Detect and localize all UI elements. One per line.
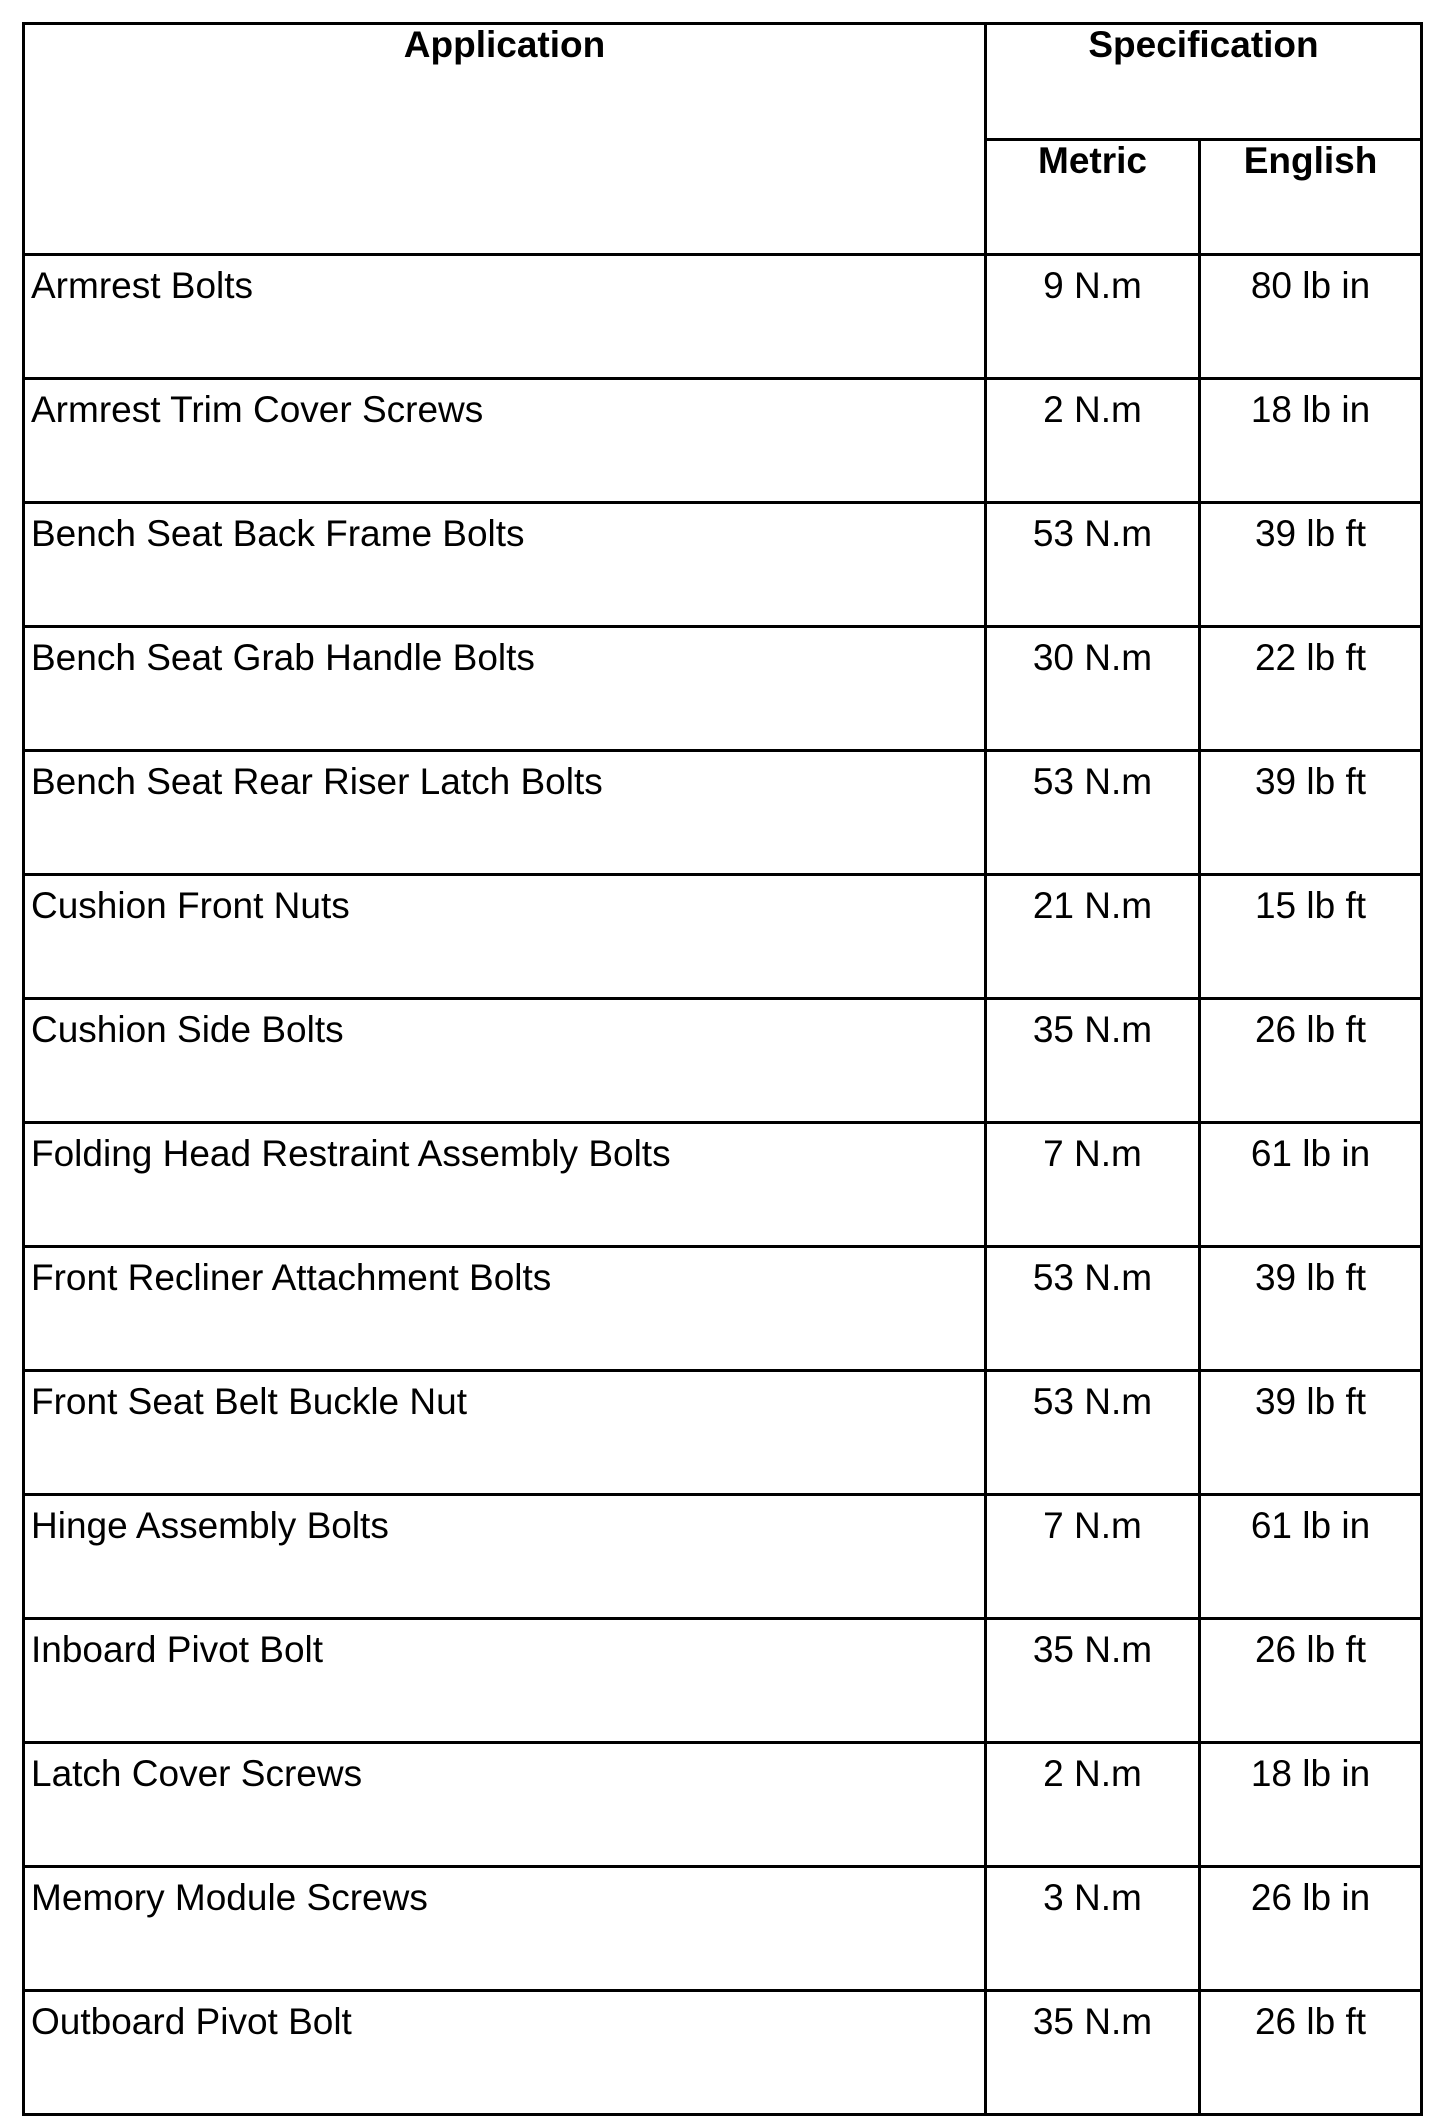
metric-cell: 7 N.m <box>986 1495 1200 1619</box>
english-cell: 39 lb ft <box>1200 1247 1422 1371</box>
metric-cell: 53 N.m <box>986 1371 1200 1495</box>
application-cell: Folding Head Restraint Assembly Bolts <box>24 1123 986 1247</box>
metric-cell: 30 N.m <box>986 627 1200 751</box>
application-cell: Memory Module Screws <box>24 1867 986 1991</box>
application-cell: Front Seat Belt Buckle Nut <box>24 1371 986 1495</box>
table-row <box>24 255 1422 379</box>
english-cell: 39 lb ft <box>1200 1371 1422 1495</box>
metric-cell: 35 N.m <box>986 1991 1200 2115</box>
english-cell: 22 lb ft <box>1200 627 1422 751</box>
english-cell: 39 lb ft <box>1200 503 1422 627</box>
application-cell: Armrest Bolts <box>24 255 986 379</box>
english-cell: 39 lb ft <box>1200 751 1422 875</box>
table-row <box>24 627 1422 751</box>
table-row <box>24 999 1422 1123</box>
table-row <box>24 1247 1422 1371</box>
table-row <box>24 1991 1422 2115</box>
table-row <box>24 1867 1422 1991</box>
metric-cell: 53 N.m <box>986 503 1200 627</box>
english-cell: 15 lb ft <box>1200 875 1422 999</box>
application-cell: Bench Seat Grab Handle Bolts <box>24 627 986 751</box>
metric-cell: 35 N.m <box>986 999 1200 1123</box>
table-row <box>24 1619 1422 1743</box>
english-cell: 61 lb in <box>1200 1123 1422 1247</box>
table-row <box>24 379 1422 503</box>
table-row <box>24 1371 1422 1495</box>
application-cell: Front Recliner Attachment Bolts <box>24 1247 986 1371</box>
table-row <box>24 1743 1422 1867</box>
english-cell: 80 lb in <box>1200 255 1422 379</box>
fastener-torque-table <box>22 22 1423 2116</box>
english-cell: 26 lb ft <box>1200 1619 1422 1743</box>
english-cell: 18 lb in <box>1200 1743 1422 1867</box>
application-cell: Inboard Pivot Bolt <box>24 1619 986 1743</box>
metric-cell: 2 N.m <box>986 1743 1200 1867</box>
table-row <box>24 875 1422 999</box>
specification-header: Specification <box>986 24 1422 140</box>
application-cell: Bench Seat Rear Riser Latch Bolts <box>24 751 986 875</box>
metric-cell: 2 N.m <box>986 379 1200 503</box>
metric-cell: 21 N.m <box>986 875 1200 999</box>
english-header: English <box>1200 140 1422 255</box>
application-cell: Cushion Front Nuts <box>24 875 986 999</box>
table-row <box>24 1495 1422 1619</box>
english-cell: 26 lb ft <box>1200 1991 1422 2115</box>
english-cell: 18 lb in <box>1200 379 1422 503</box>
metric-cell: 9 N.m <box>986 255 1200 379</box>
application-cell: Bench Seat Back Frame Bolts <box>24 503 986 627</box>
table-row <box>24 751 1422 875</box>
english-cell: 61 lb in <box>1200 1495 1422 1619</box>
application-cell: Hinge Assembly Bolts <box>24 1495 986 1619</box>
metric-cell: 53 N.m <box>986 751 1200 875</box>
metric-cell: 3 N.m <box>986 1867 1200 1991</box>
metric-cell: 53 N.m <box>986 1247 1200 1371</box>
table-row <box>24 1123 1422 1247</box>
application-cell: Latch Cover Screws <box>24 1743 986 1867</box>
table-row <box>24 503 1422 627</box>
english-cell: 26 lb in <box>1200 1867 1422 1991</box>
metric-cell: 7 N.m <box>986 1123 1200 1247</box>
application-cell: Outboard Pivot Bolt <box>24 1991 986 2115</box>
metric-cell: 35 N.m <box>986 1619 1200 1743</box>
english-cell: 26 lb ft <box>1200 999 1422 1123</box>
application-cell: Armrest Trim Cover Screws <box>24 379 986 503</box>
metric-header: Metric <box>986 140 1200 255</box>
application-cell: Cushion Side Bolts <box>24 999 986 1123</box>
application-header: Application <box>24 24 986 255</box>
